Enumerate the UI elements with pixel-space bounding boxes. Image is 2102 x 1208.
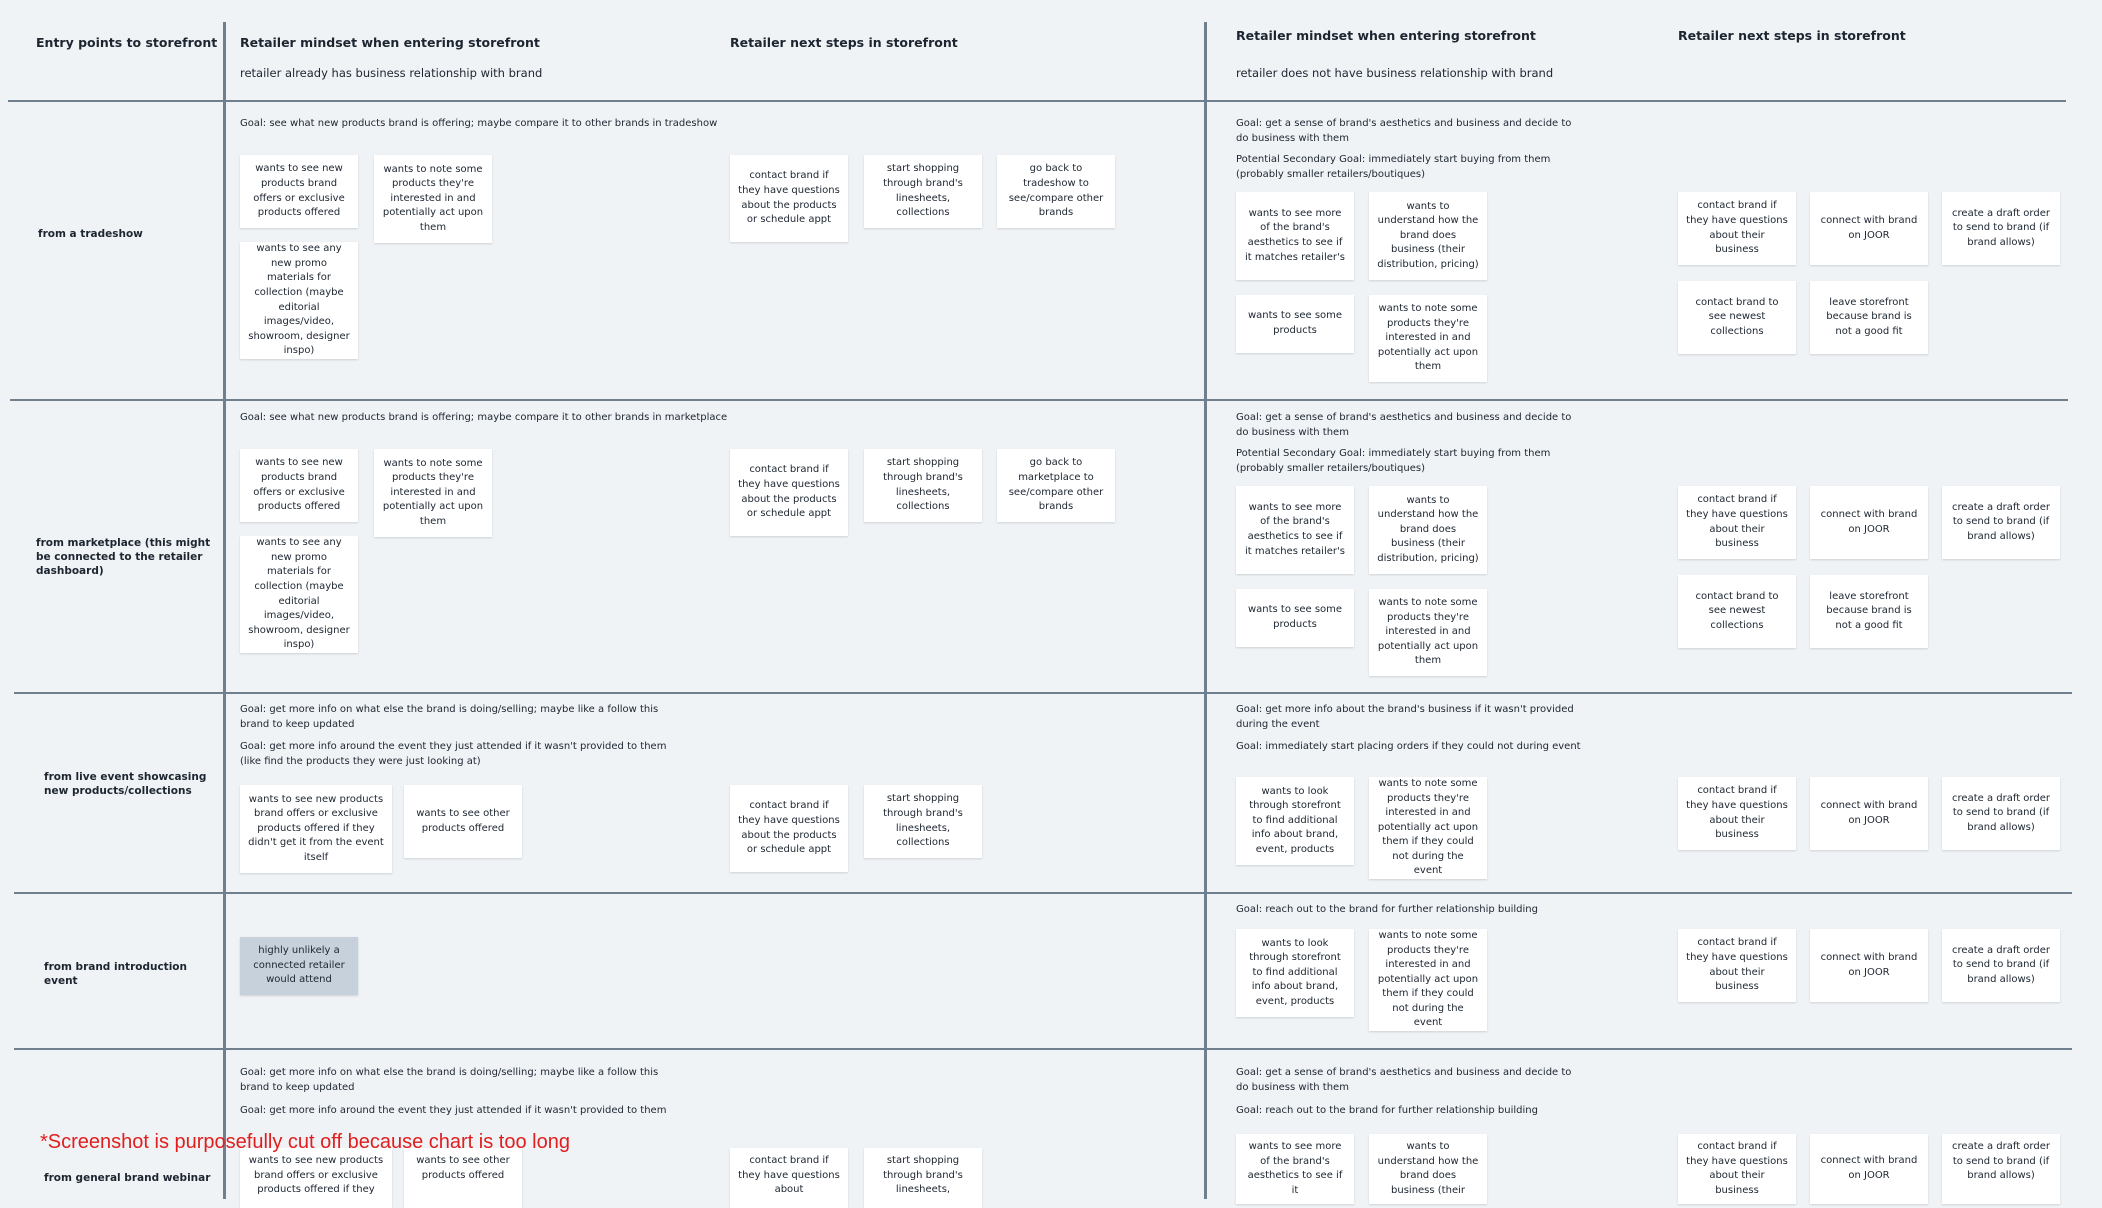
goal-text: Potential Secondary Goal: immediately start buying from them (probably smaller retailers/boutiques)	[1236, 154, 1551, 180]
row-label-marketplace: from marketplace (this might be connected to the retailer dashboard)	[36, 537, 211, 577]
header-divider	[8, 100, 2066, 102]
goal-text: Goal: reach out to the brand for further relationship building	[1236, 904, 1538, 915]
sticky-note: wants to see any new promo materials for collection (maybe editorial images/video, showroom, designer inspo)	[240, 242, 358, 359]
sticky-note: wants to note some products they're interested in and potentially act upon them if they could not during the event	[1369, 929, 1487, 1031]
sticky-note: wants to see any new promo materials for collection (maybe editorial images/video, showroom, designer inspo)	[240, 536, 358, 653]
goal-text: Goal: get more info about the brand's business if it wasn't provided during the event	[1236, 704, 1574, 730]
sticky-note: wants to see new products brand offers or exclusive products offered if they	[240, 1148, 392, 1208]
sticky-note: wants to see more of the brand's aesthetics to see if it matches retailer's	[1236, 192, 1354, 280]
segment-divider	[1204, 22, 1207, 1199]
header-existing-mindset: Retailer mindset when entering storefront	[240, 35, 540, 50]
sticky-note: wants to see new products brand offers or exclusive products offered	[240, 155, 358, 228]
row-label-tradeshow: from a tradeshow	[38, 228, 143, 240]
sticky-note: wants to understand how the brand does business (their distribution, pricing)	[1369, 192, 1487, 280]
goal-text: Goal: get a sense of brand's aesthetics and business and decide to do business with them	[1236, 1067, 1572, 1093]
sticky-note: start shopping through brand's linesheets, collections	[864, 155, 982, 228]
sticky-note: create a draft order to send to brand (if brand allows)	[1942, 929, 2060, 1002]
row-divider-4	[14, 1048, 2072, 1050]
goal-text: Potential Secondary Goal: immediately start buying from them (probably smaller retailers/boutiques)	[1236, 448, 1551, 474]
sticky-note: contact brand if they have questions about their business	[1678, 1134, 1796, 1204]
sticky-note: leave storefront because brand is not a good fit	[1810, 281, 1928, 354]
sticky-note: contact brand if they have questions about their business	[1678, 192, 1796, 265]
sticky-note: contact brand to see newest collections	[1678, 281, 1796, 354]
sticky-note: wants to note some products they're interested in and potentially act upon them if they could not during the event	[1369, 777, 1487, 879]
sticky-note: wants to see other products offered	[404, 785, 522, 858]
goal-text: Goal: get more info around the event they just attended if it wasn't provided to them	[240, 1105, 667, 1116]
sticky-note: create a draft order to send to brand (if brand allows)	[1942, 1134, 2060, 1204]
goal-text: Goal: get more info around the event they just attended if it wasn't provided to them (like find the products they were just looking at)	[240, 741, 667, 767]
row-label-brand-intro-event: from brand introduction event	[44, 961, 187, 987]
header-existing-subtitle: retailer already has business relationship with brand	[240, 66, 543, 80]
goal-text: Goal: get more info on what else the brand is doing/selling; maybe like a follow this brand to keep updated	[240, 1067, 659, 1093]
entry-column-divider	[223, 22, 226, 1199]
sticky-note: wants to note some products they're interested in and potentially act upon them	[1369, 589, 1487, 676]
goal-text: Goal: get a sense of brand's aesthetics and business and decide to do business with them	[1236, 412, 1572, 438]
sticky-note: go back to tradeshow to see/compare other brands	[997, 155, 1115, 228]
sticky-note: contact brand if they have questions about the products or schedule appt	[730, 449, 848, 536]
sticky-note: wants to see new products brand offers or exclusive products offered	[240, 449, 358, 522]
sticky-note: connect with brand on JOOR	[1810, 1134, 1928, 1204]
sticky-note: wants to note some products they're interested in and potentially act upon them	[1369, 295, 1487, 382]
sticky-note: wants to see some products	[1236, 295, 1354, 353]
sticky-note: connect with brand on JOOR	[1810, 192, 1928, 265]
goal-text: Goal: see what new products brand is offering; maybe compare it to other brands in marketplace	[240, 412, 728, 423]
sticky-note: wants to note some products they're interested in and potentially act upon them	[374, 155, 492, 243]
sticky-note: contact brand if they have questions about their business	[1678, 929, 1796, 1002]
sticky-note: connect with brand on JOOR	[1810, 929, 1928, 1002]
row-label-live-event: from live event showcasing new products/collections	[44, 771, 207, 797]
sticky-note: wants to look through storefront to find additional info about brand, event, products	[1236, 777, 1354, 865]
sticky-note: wants to see some products	[1236, 589, 1354, 647]
cutoff-footnote: *Screenshot is purposefully cut off because chart is too long	[40, 1131, 570, 1153]
row-divider-1	[10, 399, 2068, 401]
sticky-note: wants to see new products brand offers or exclusive products offered if they didn't get it from the event itself	[240, 785, 392, 873]
sticky-note: connect with brand on JOOR	[1810, 777, 1928, 850]
sticky-note: connect with brand on JOOR	[1810, 486, 1928, 559]
row-divider-3	[14, 892, 2072, 894]
sticky-note: leave storefront because brand is not a good fit	[1810, 575, 1928, 648]
sticky-note: wants to note some products they're interested in and potentially act upon them	[374, 449, 492, 537]
sticky-note: start shopping through brand's linesheets,	[864, 1148, 982, 1208]
sticky-note: go back to marketplace to see/compare other brands	[997, 449, 1115, 522]
row-divider-2	[14, 692, 2072, 694]
sticky-note: contact brand if they have questions about the products or schedule appt	[730, 155, 848, 242]
sticky-note: highly unlikely a connected retailer would attend	[240, 937, 358, 995]
header-new-subtitle: retailer does not have business relationship with brand	[1236, 66, 1554, 80]
header-entry-points: Entry points to storefront	[36, 35, 218, 50]
sticky-note: wants to see more of the brand's aesthetics to see if it	[1236, 1134, 1354, 1204]
goal-text: Goal: reach out to the brand for further relationship building	[1236, 1105, 1538, 1116]
header-new-next-steps: Retailer next steps in storefront	[1678, 28, 1906, 43]
sticky-note: contact brand if they have questions about their business	[1678, 777, 1796, 850]
goal-text: Goal: get more info on what else the brand is doing/selling; maybe like a follow this brand to keep updated	[240, 704, 659, 730]
goal-text: Goal: see what new products brand is offering; maybe compare it to other brands in tradeshow	[240, 118, 718, 129]
goal-text: Goal: get a sense of brand's aesthetics and business and decide to do business with them	[1236, 118, 1572, 144]
sticky-note: start shopping through brand's linesheets, collections	[864, 449, 982, 522]
sticky-note: wants to see more of the brand's aesthetics to see if it matches retailer's	[1236, 486, 1354, 574]
goal-text: Goal: immediately start placing orders if they could not during event	[1236, 741, 1581, 752]
header-new-mindset: Retailer mindset when entering storefront	[1236, 28, 1536, 43]
sticky-note: contact brand to see newest collections	[1678, 575, 1796, 648]
sticky-note: wants to see other products offered	[404, 1148, 522, 1208]
sticky-note: wants to look through storefront to find additional info about brand, event, products	[1236, 929, 1354, 1017]
sticky-note: wants to understand how the brand does business (their distribution, pricing)	[1369, 486, 1487, 574]
sticky-note: create a draft order to send to brand (if brand allows)	[1942, 486, 2060, 559]
row-label-brand-webinar: from general brand webinar	[44, 1172, 211, 1184]
sticky-note: wants to understand how the brand does business (their	[1369, 1134, 1487, 1204]
sticky-note: create a draft order to send to brand (if brand allows)	[1942, 192, 2060, 265]
sticky-note: contact brand if they have questions about their business	[1678, 486, 1796, 559]
header-existing-next-steps: Retailer next steps in storefront	[730, 35, 958, 50]
sticky-note: contact brand if they have questions about	[730, 1148, 848, 1208]
sticky-note: contact brand if they have questions about the products or schedule appt	[730, 785, 848, 872]
sticky-note: create a draft order to send to brand (if brand allows)	[1942, 777, 2060, 850]
sticky-note: start shopping through brand's linesheets, collections	[864, 785, 982, 858]
